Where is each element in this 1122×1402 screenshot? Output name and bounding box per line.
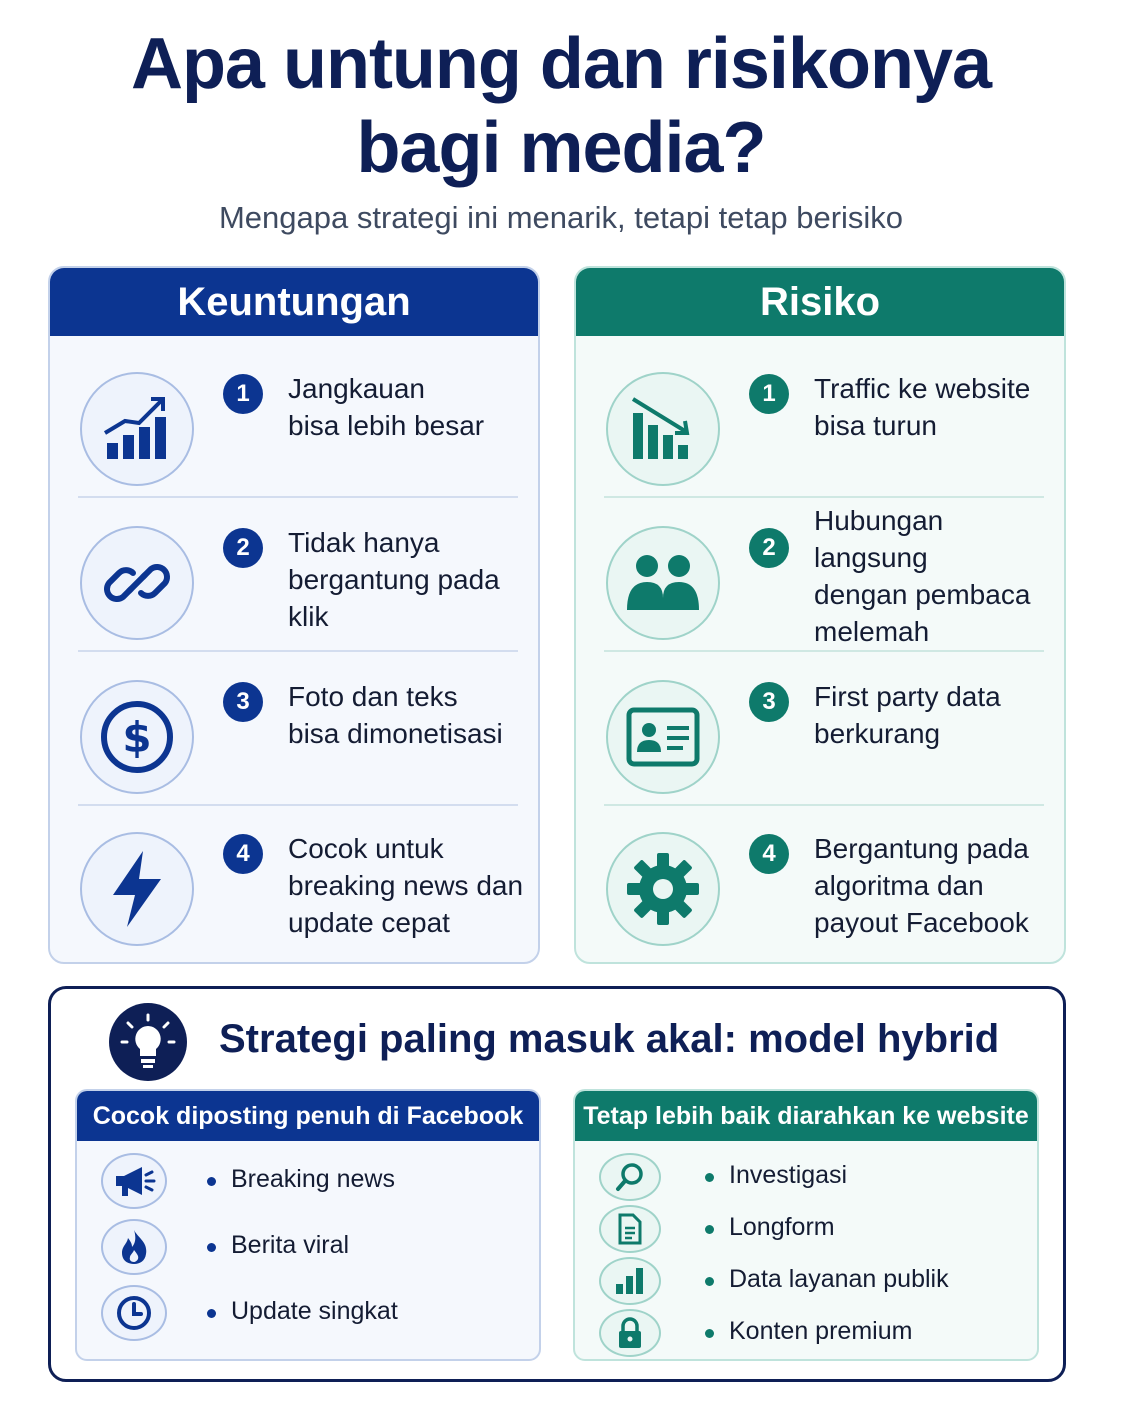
risk-text: First party data berkurang — [814, 681, 1001, 749]
page-subtitle: Mengapa strategi ini menarik, tetapi tetap berisiko — [218, 200, 904, 235]
benefit-text: Jangkauan bisa lebih besar — [288, 373, 485, 441]
number-badge: 4 — [749, 834, 789, 874]
lock-icon — [599, 1309, 661, 1357]
gear-icon — [606, 832, 720, 946]
divider — [78, 804, 518, 806]
bullet — [705, 1277, 714, 1286]
divider — [78, 496, 518, 498]
risks-heading: Risiko — [576, 268, 1064, 336]
list-item: Longform — [599, 1205, 1019, 1263]
risk-row — [604, 502, 1044, 652]
lightning-icon — [80, 832, 194, 946]
number-badge: 3 — [223, 682, 263, 722]
number-badge: 2 — [223, 528, 263, 568]
bullet — [705, 1225, 714, 1234]
benefit-row — [78, 502, 518, 652]
benefit-row — [78, 348, 518, 498]
benefits-panel — [48, 266, 540, 964]
bullet — [705, 1329, 714, 1338]
fire-icon — [101, 1219, 167, 1275]
bullet — [705, 1173, 714, 1182]
bar-chart-icon — [599, 1257, 661, 1305]
bullet — [207, 1177, 216, 1186]
benefit-text: Cocok untuk breaking news dan update cepat — [288, 833, 524, 938]
divider — [604, 650, 1044, 652]
number-badge: 2 — [749, 528, 789, 568]
number-badge: 4 — [223, 834, 263, 874]
facebook-content-panel — [75, 1089, 541, 1361]
risk-row — [604, 348, 1044, 498]
megaphone-icon — [101, 1153, 167, 1209]
search-icon — [599, 1153, 661, 1201]
number-badge: 1 — [223, 374, 263, 414]
strategy-box — [48, 986, 1066, 1382]
list-item: Berita viral — [101, 1219, 521, 1277]
benefit-row — [78, 656, 518, 806]
list-item: Data layanan publik — [599, 1257, 1019, 1315]
divider — [604, 496, 1044, 498]
risk-text: Bergantung pada algoritma dan payout Facebook — [814, 833, 1029, 938]
list-item: Breaking news — [101, 1153, 521, 1211]
risk-text: Traffic ke website bisa turun — [814, 373, 1031, 441]
bullet — [207, 1309, 216, 1318]
document-icon — [599, 1205, 661, 1253]
risk-row — [604, 656, 1044, 806]
benefit-row — [78, 808, 524, 958]
lightbulb-icon — [109, 1003, 187, 1081]
id-card-icon — [606, 680, 720, 794]
risks-panel — [574, 266, 1066, 964]
benefit-text: Foto dan teks bisa dimonetisasi — [288, 681, 503, 749]
risk-text: Hubungan langsung dengan pembaca melemah — [814, 505, 1031, 647]
link-icon — [80, 526, 194, 640]
divider — [604, 804, 1044, 806]
dollar-icon — [80, 680, 194, 794]
number-badge: 3 — [749, 682, 789, 722]
svg-text:$: $ — [122, 713, 152, 762]
benefits-heading: Keuntungan — [50, 268, 538, 336]
website-content-panel — [573, 1089, 1039, 1361]
list-item: Investigasi — [599, 1153, 1019, 1211]
people-icon — [606, 526, 720, 640]
risk-row — [604, 808, 1044, 958]
number-badge: 1 — [749, 374, 789, 414]
page-title: Apa untung dan risikonya bagi media? — [130, 24, 992, 188]
benefit-text: Tidak hanya bergantung pada klik — [288, 527, 500, 632]
growth-chart-icon — [80, 372, 194, 486]
strategy-title: Strategi paling masuk akal: model hybrid — [219, 1017, 1000, 1061]
declining-chart-icon — [606, 372, 720, 486]
website-heading: Tetap lebih baik diarahkan ke website — [575, 1091, 1037, 1141]
divider — [78, 650, 518, 652]
list-item: Konten premium — [599, 1309, 1019, 1361]
facebook-heading: Cocok diposting penuh di Facebook — [77, 1091, 539, 1141]
clock-icon — [101, 1285, 167, 1341]
bullet — [207, 1243, 216, 1252]
list-item: Update singkat — [101, 1285, 521, 1343]
